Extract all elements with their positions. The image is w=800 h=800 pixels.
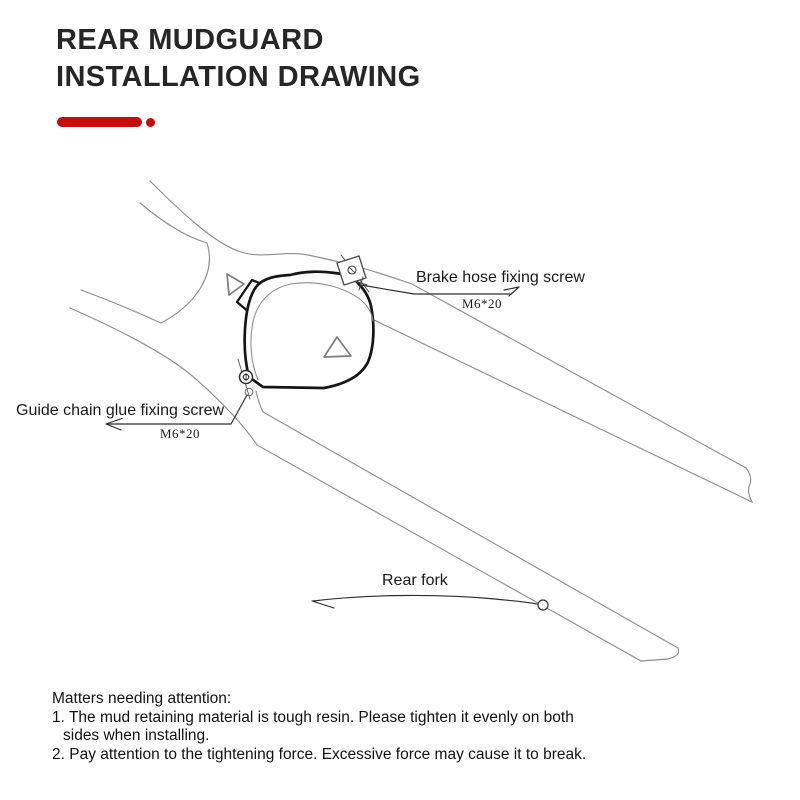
rear-fork-leader-line — [313, 595, 537, 604]
note-2: 2. Pay attention to the tightening force. Excessive force may cause it to break. — [52, 745, 587, 763]
brake-leader-arrowhead — [504, 287, 519, 296]
guide-chain-screw-size: M6*20 — [160, 426, 201, 441]
rear-fork-leader-barb — [312, 601, 334, 608]
mudguard-outline — [245, 272, 374, 388]
mudguard — [237, 272, 373, 388]
note-1-line-2: sides when installing. — [63, 727, 210, 744]
chainstay-top-line — [256, 391, 679, 661]
title-line-2: INSTALLATION DRAWING — [56, 61, 421, 93]
seatstay-inner-line — [140, 203, 207, 243]
notes-heading: Matters needing attention: — [52, 690, 232, 707]
note-1-line-1: 1. The mud retaining material is tough resin. Please tighten it evenly on both — [52, 708, 574, 726]
seatstay-bottom-line — [372, 319, 752, 502]
seatstay-top-line — [150, 181, 746, 468]
title-line-1: REAR MUDGUARD — [56, 24, 324, 56]
guide-chain-screw-label: Guide chain glue fixing screw — [16, 402, 225, 419]
attention-notes — [52, 690, 586, 764]
rear-fork-label: Rear fork — [382, 572, 448, 589]
brake-hose-screw-size: M6*20 — [462, 296, 503, 311]
frame-triangle-marker — [227, 274, 244, 295]
junction-curve — [161, 243, 209, 323]
brake-hose-screw-label: Brake hose fixing screw — [416, 269, 585, 286]
rear-fork-pointer-circle — [538, 600, 548, 610]
